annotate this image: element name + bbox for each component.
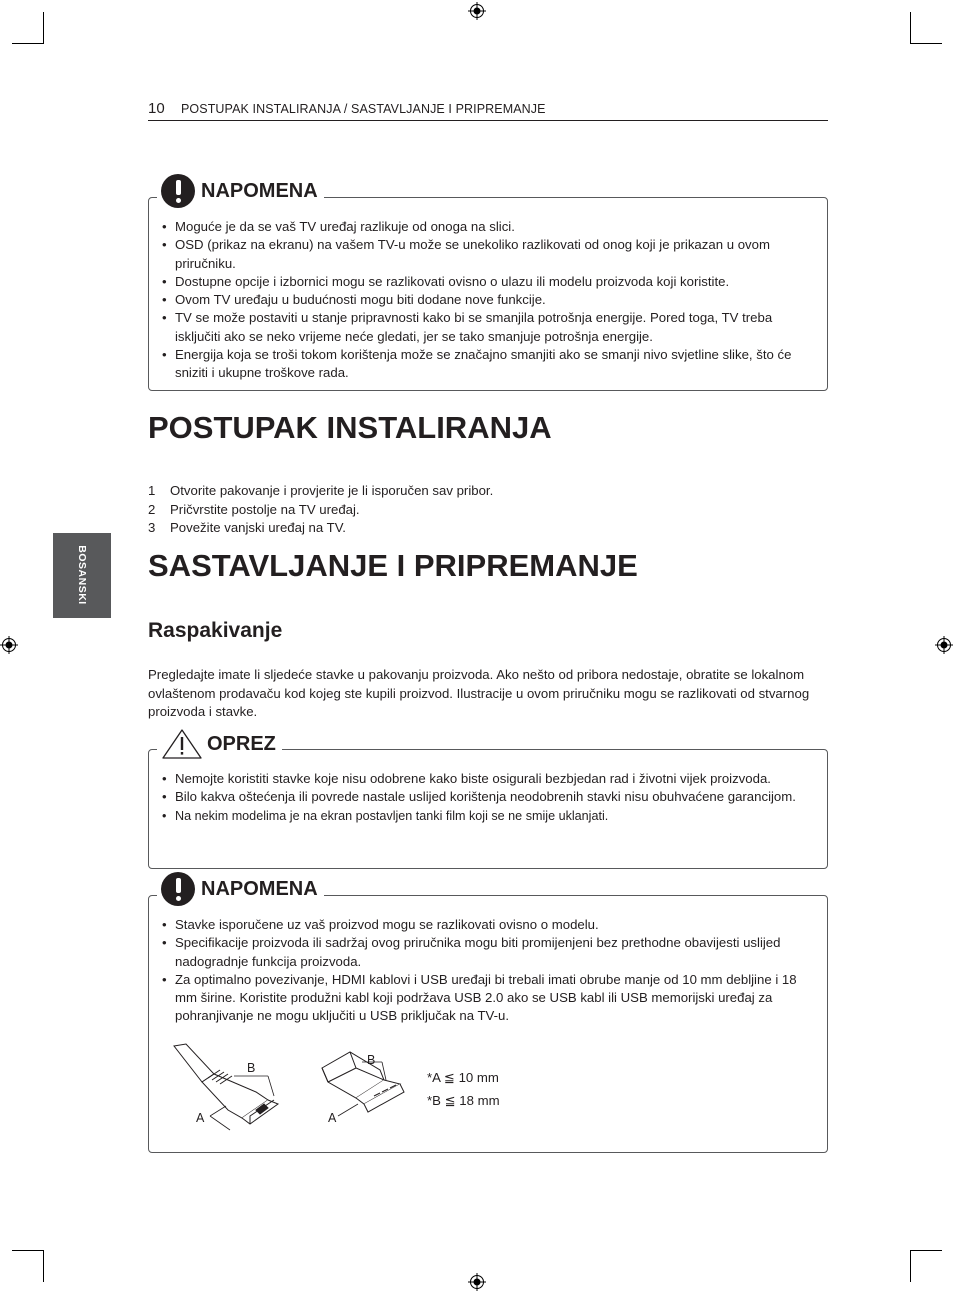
label-a: A — [328, 1111, 337, 1125]
caution-box — [148, 732, 828, 869]
note-list — [161, 218, 815, 383]
step-text: Otvorite pakovanje i provjerite je li isporučen sav pribor. — [170, 483, 494, 498]
list-item: • Nemojte koristiti stavke koje nisu odobrene kako biste osigurali bezbjedan rad i životni vijek proizvoda. — [161, 770, 815, 788]
note-box — [148, 179, 828, 391]
label-a: A — [196, 1111, 205, 1125]
page-header — [148, 100, 828, 121]
exclamation-circle-icon — [161, 174, 195, 208]
subsection-title: Raspakivanje — [148, 619, 283, 642]
registration-mark-icon — [468, 2, 486, 20]
step-text: Povežite vanjski uređaj na TV. — [170, 520, 346, 535]
language-label: BOSANSKI — [76, 545, 88, 605]
step-item — [148, 482, 493, 501]
step-text: Pričvrstite postolje na TV uređaj. — [170, 501, 360, 517]
intro-paragraph: Pregledajte imate li sljedeće stavke u pakovanju proizvoda. Ako nešto od pribora nedostaje, obratite se lokalnom ovlaštenom prodavaču kod kojeg ste kupili proizvod. Ilustracije u ovom priručniku mogu se razlikovati od stvarnog proizvoda i stavke. — [148, 667, 810, 719]
crop-mark — [12, 1250, 44, 1251]
warning-triangle-icon — [161, 728, 203, 760]
list-item: • Energija koja se troši tokom korištenja može se značajno smanjiti ako se smanji nivo svjetline slike, što će sniziti i ukupne troškove rada. — [161, 346, 815, 383]
label-b: B — [367, 1053, 376, 1067]
list-item: • TV se može postaviti u stanje pripravnosti kako bi se smanjila potrošnja energije. Pored toga, TV treba isključiti ako se neko vrijeme neće gledati, jer se tako smanjuje potrošnja energije. — [161, 309, 815, 346]
note-header — [157, 872, 324, 906]
step-list — [148, 482, 493, 538]
crop-mark — [910, 1250, 911, 1282]
list-item: • Specifikacije proizvoda ili sadržaj ovog priručnika mogu biti promijenjeni bez prethodne obavijesti uslijed nadogradnje funkcija proizvoda. — [161, 934, 815, 971]
list-item: • Bilo kakva oštećenja ili povrede nastale uslijed korištenja neodobrenih stavki nisu obuhvaćene garancijom. — [161, 788, 815, 806]
crop-mark — [910, 1250, 942, 1251]
list-item: • OSD (prikaz na ekranu) na vašem TV-u može se unekoliko razlikovati od onog koji je prikazan u ovom priručniku. — [161, 236, 815, 273]
caution-header — [157, 728, 282, 760]
list-item: • Za optimalno povezivanje, HDMI kablovi i USB uređaji bi trebali imati obrube manje od 10 mm debljine i 18 mm širine. Koristite produžni kabl koji podržava USB 2.0 ako se USB kabl ili USB memorijski uređaj za pohranjivanje ne mogu uključiti u USB priključak na TV-u. — [161, 971, 815, 1026]
list-item: • Moguće je da se vaš TV uređaj razlikuje od onoga na slici. — [161, 218, 815, 236]
page-number: 10 — [148, 100, 165, 117]
section-title: SASTAVLJANJE I PRIPREMANJE — [148, 548, 638, 583]
label-b: B — [247, 1061, 256, 1075]
step-item — [148, 501, 493, 520]
list-item: • Na nekim modelima je na ekran postavljen tanki film koji se ne smije uklanjati. — [161, 807, 815, 825]
step-number: 2 — [148, 501, 156, 517]
exclamation-circle-icon — [161, 872, 195, 906]
caution-title: OPREZ — [207, 732, 276, 755]
crop-mark — [43, 1250, 44, 1282]
note-title: NAPOMENA — [201, 877, 318, 900]
step-number: 1 — [148, 483, 156, 498]
hdmi-cable-icon — [174, 1044, 278, 1124]
step-number: 3 — [148, 520, 156, 535]
crop-mark — [12, 43, 44, 44]
dimension-b-text: *B ≦ 18 mm — [427, 1093, 500, 1108]
note-list — [161, 916, 815, 1026]
step-item — [148, 519, 493, 538]
running-title: POSTUPAK INSTALIRANJA / SASTAVLJANJE I PRIPREMANJE — [181, 102, 546, 116]
registration-mark-icon — [935, 636, 953, 654]
list-item: • Dostupne opcije i izbornici mogu se razlikovati ovisno o ulazu ili modelu proizvoda koji koristite. — [161, 273, 815, 291]
crop-mark — [43, 12, 44, 44]
dimension-a-text: *A ≦ 10 mm — [427, 1070, 499, 1085]
section-title: POSTUPAK INSTALIRANJA — [148, 410, 552, 445]
crop-mark — [910, 12, 911, 44]
usb-drive-icon — [322, 1052, 404, 1112]
crop-mark — [910, 43, 942, 44]
registration-mark-icon — [468, 1273, 486, 1291]
note-title: NAPOMENA — [201, 179, 318, 202]
caution-list — [161, 770, 815, 825]
note-header — [157, 174, 324, 208]
language-side-tab — [53, 533, 111, 618]
registration-mark-icon — [0, 636, 18, 654]
list-item: • Stavke isporučene uz vaš proizvod mogu se razlikovati ovisno o modelu. — [161, 916, 815, 934]
list-item: • Ovom TV uređaju u budućnosti mogu biti dodane nove funkcije. — [161, 291, 815, 309]
